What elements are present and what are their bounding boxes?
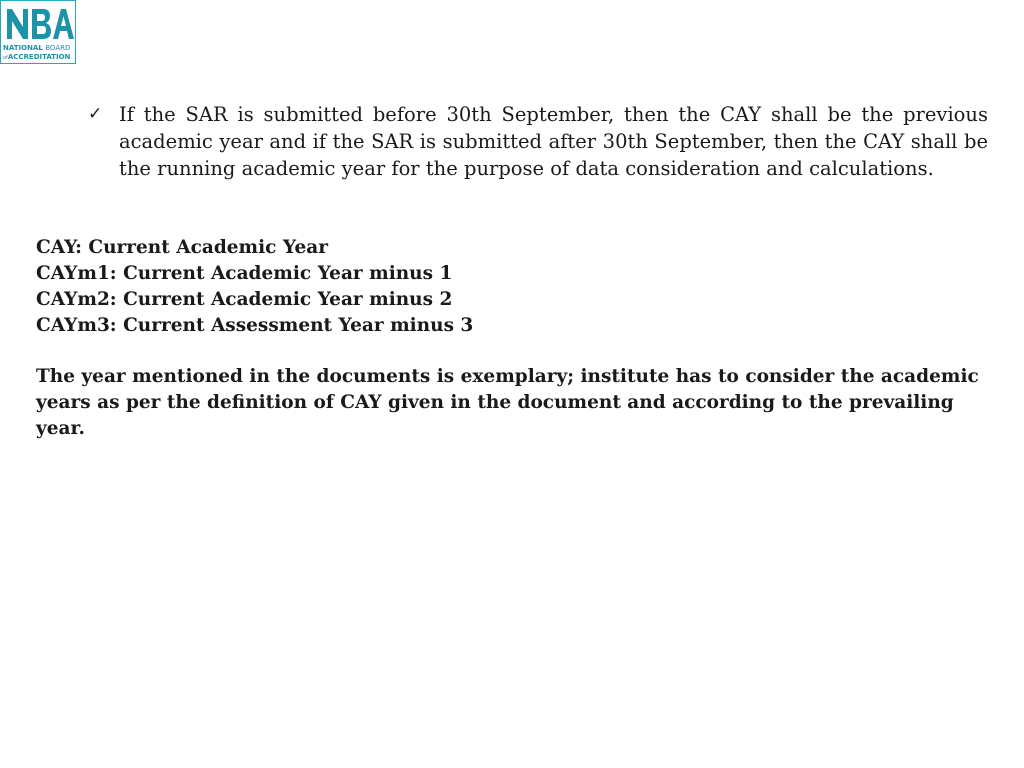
- definition-cay: CAY: Current Academic Year: [36, 237, 328, 258]
- logo-text-line2: ofACCREDITATION: [3, 53, 71, 61]
- definition-caym2: CAYm2: Current Academic Year minus 2: [36, 289, 453, 310]
- check-icon: ✓: [88, 104, 103, 124]
- note-paragraph: The year mentioned in the documents is exemplary; institute has to consider the academic years as per the definition of CAY given in the document and according to the prevailing year.: [36, 366, 979, 439]
- definitions-list: [36, 235, 996, 339]
- bullet-item: [88, 101, 988, 182]
- definition-caym3: CAYm3: Current Assessment Year minus 3: [36, 315, 474, 336]
- logo-text-line1: NATIONAL BOARD: [3, 44, 71, 52]
- nba-logo: [0, 0, 76, 64]
- nba-logo-mark: [3, 3, 75, 43]
- bullet-text: If the SAR is submitted before 30th September, then the CAY shall be the previous academic year and if the SAR is submitted after 30th September, then the CAY shall be the running academic year for the purpose of data consideration and calculations.: [119, 103, 988, 180]
- definition-caym1: CAYm1: Current Academic Year minus 1: [36, 263, 453, 284]
